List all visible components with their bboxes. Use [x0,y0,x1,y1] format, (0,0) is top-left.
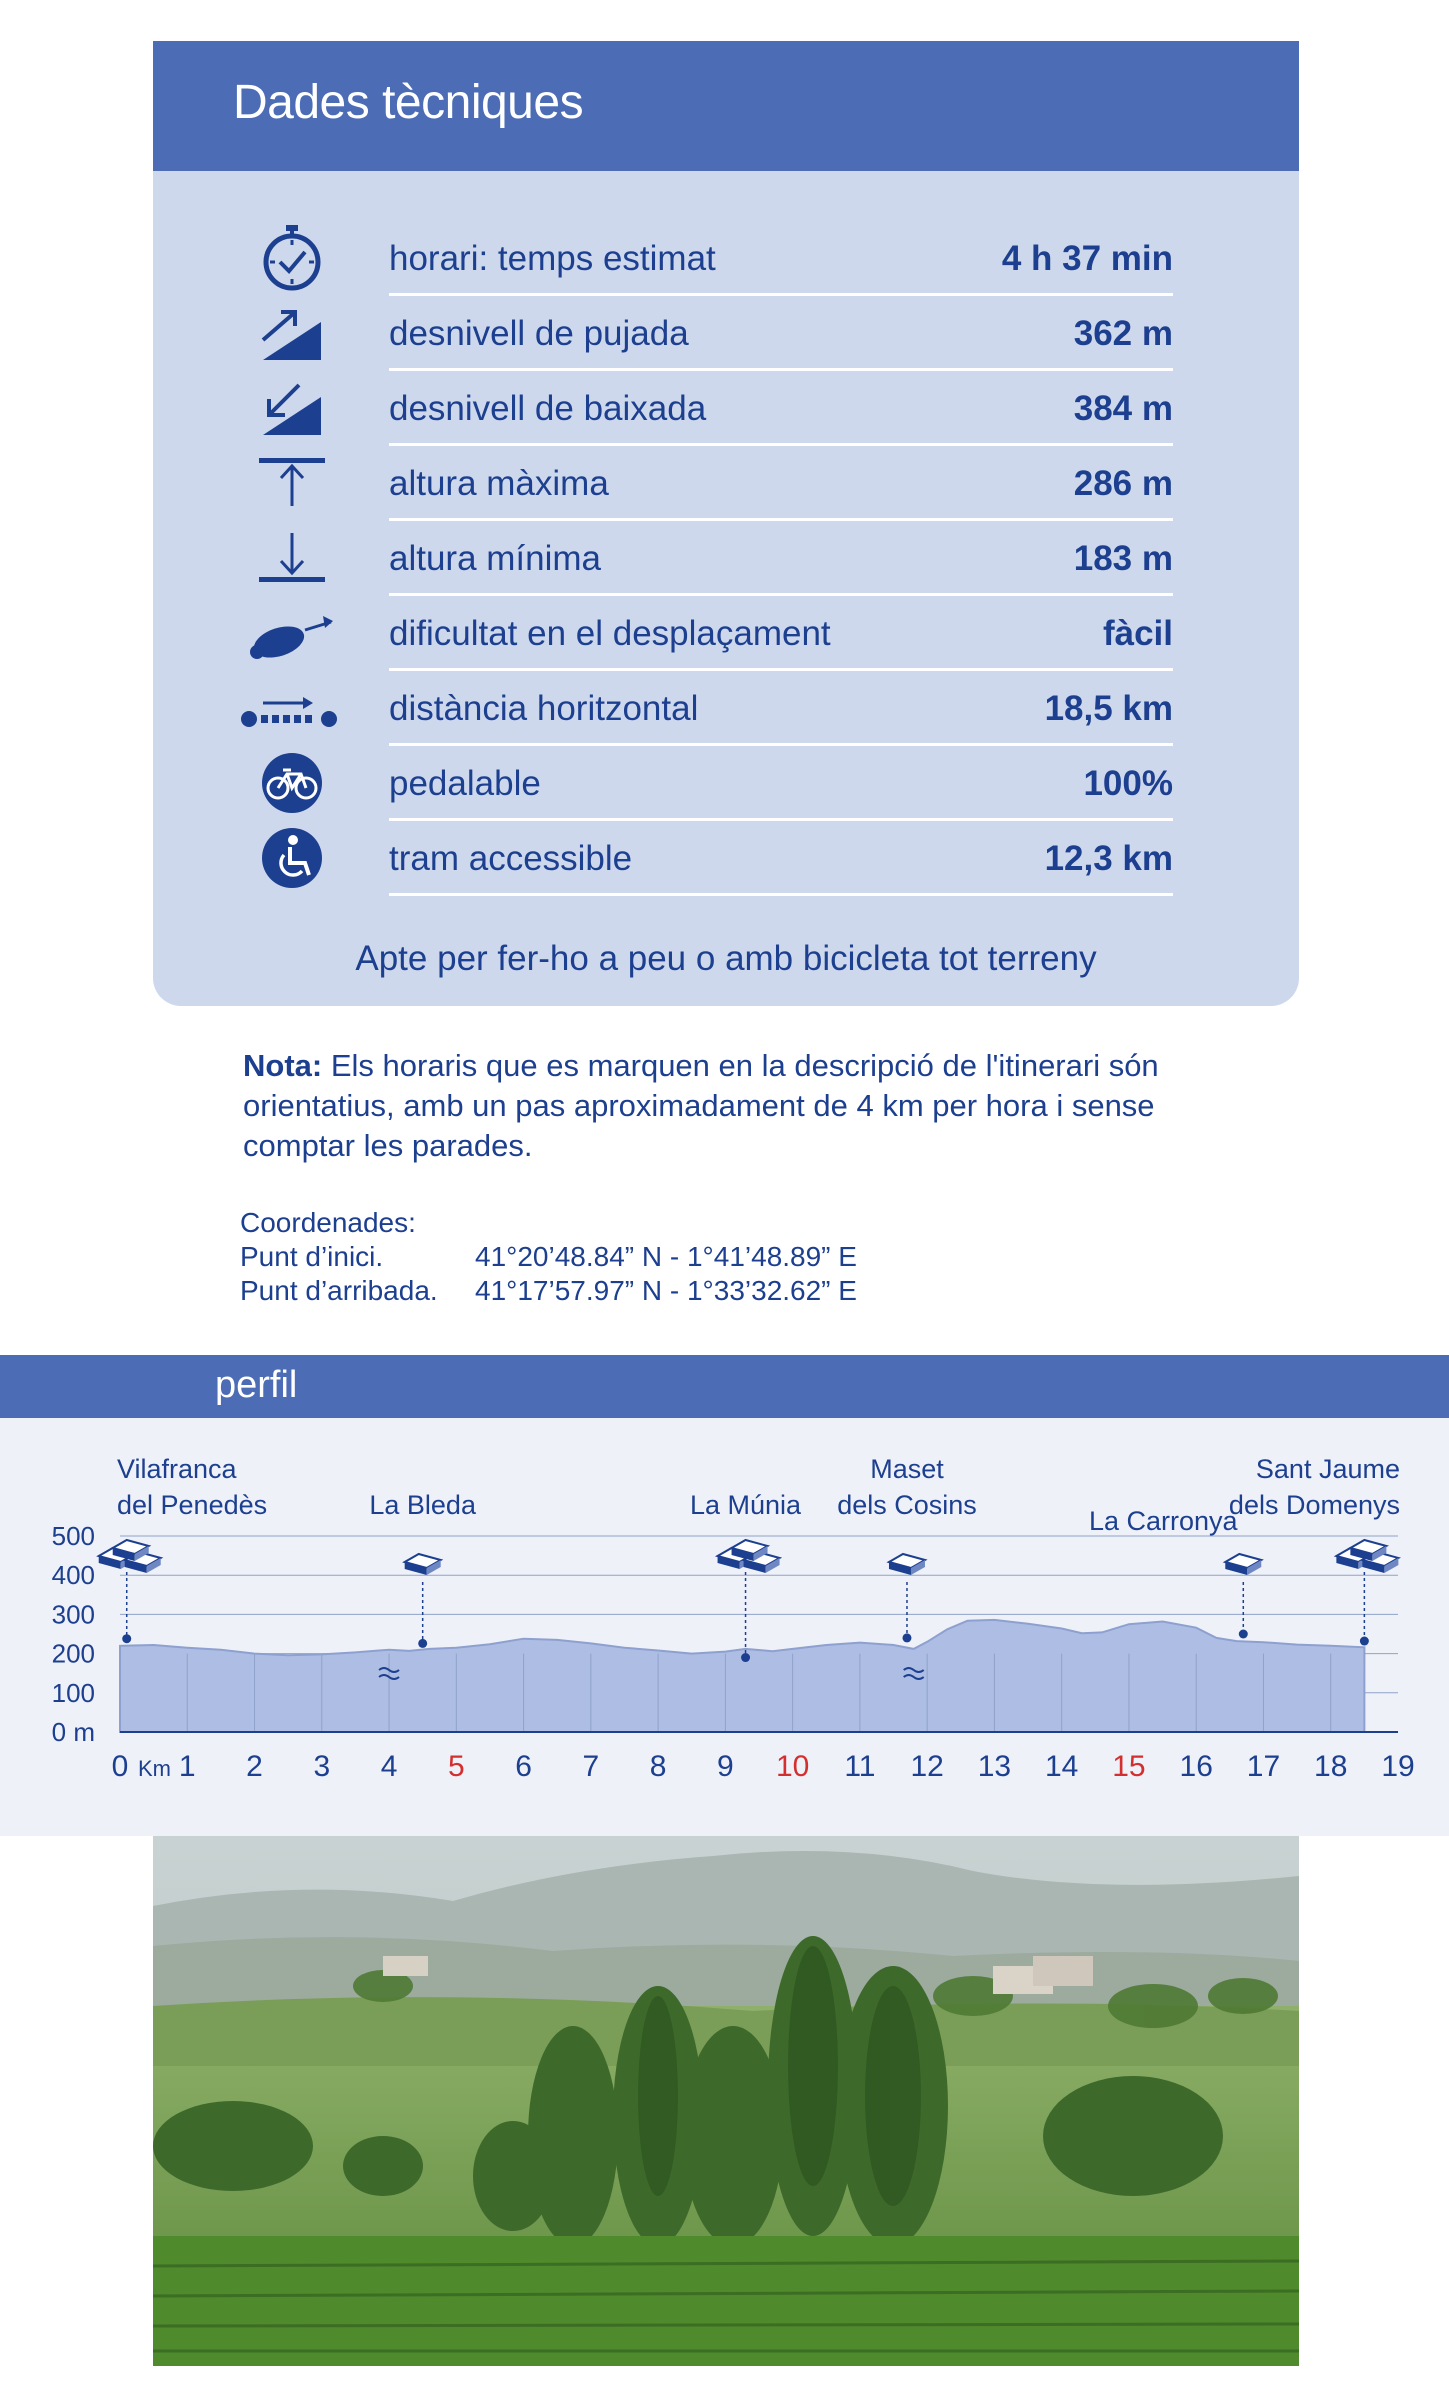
data-row-difficulty [389,596,1173,671]
landscape-photo [153,1836,1299,2366]
data-row-min-height [389,521,1173,596]
location-label: del Penedès [117,1490,268,1520]
location-dot [1239,1630,1248,1639]
coordinates-start-row [240,1240,857,1274]
x-tick-label: 1 [178,1750,196,1783]
min-height-icon [257,525,327,591]
location-label: dels Cosins [837,1490,977,1520]
profile-header [0,1355,1449,1418]
x-tick-label: 6 [515,1750,532,1783]
row-value: 384 m [1073,389,1173,428]
row-value: 362 m [1073,314,1173,353]
y-tick-label: 200 [51,1638,95,1669]
y-tick-label: 100 [51,1677,95,1708]
x-tick-label: 3 [313,1750,331,1783]
row-divider [389,893,1173,896]
note-paragraph [243,1046,1223,1166]
row-label: horari: temps estimat [389,239,716,278]
x-tick-label: 4 [380,1750,398,1783]
x-tick-label: 13 [977,1750,1012,1783]
building-icon [1336,1540,1398,1573]
row-value: 100% [1083,764,1173,803]
location-dot [418,1639,427,1648]
descent-icon [257,375,327,441]
technical-data-header [153,41,1299,171]
data-row-cycleable [389,746,1173,821]
building-icon [889,1554,925,1575]
footprint-icon [247,600,337,666]
x-tick-label: 10 [775,1750,810,1783]
technical-footer: Apte per fer-ho a peu o amb bicicleta tot terreny [355,939,1097,978]
building-icon [405,1554,441,1575]
data-row-accessible [389,821,1173,896]
stopwatch-icon [257,225,327,291]
data-row-ascent [389,296,1173,371]
elevation-profile-chart [0,1418,1449,1836]
coordinates-title: Coordenades: [240,1207,416,1238]
x-tick-label: 8 [649,1750,667,1783]
x-tick-label: 0 [111,1750,129,1783]
x-tick-label: 15 [1112,1750,1146,1783]
location-label: Vilafranca [117,1454,237,1484]
row-value: 4 h 37 min [1001,239,1173,278]
end-label: Punt d’arribada. [240,1275,438,1306]
y-tick-label: 300 [51,1599,95,1630]
row-label: pedalable [389,764,541,803]
distance-icon [239,675,339,741]
profile-title: perfil [215,1364,298,1406]
location-dot [1360,1637,1369,1646]
coordinates-block [240,1206,857,1308]
x-tick-label: 12 [910,1750,944,1783]
x-tick-label: 17 [1246,1750,1281,1783]
data-row-distance [389,671,1173,746]
row-label: altura mínima [389,539,602,578]
x-tick-label: 16 [1179,1750,1213,1783]
location-dot [902,1633,911,1642]
row-value: 18,5 km [1044,689,1173,728]
x-tick-label: 5 [447,1750,465,1783]
row-label: distància horitzontal [389,689,699,728]
end-value: 41°17’57.97” N - 1°33’32.62” E [475,1275,857,1306]
data-row-max-height [389,446,1173,521]
location-label: Sant Jaume [1255,1454,1400,1484]
start-label: Punt d’inici. [240,1241,384,1272]
location-label: Maset [870,1454,944,1484]
profile-chart-area [0,1418,1449,1836]
y-tick-label: 400 [51,1560,95,1591]
technical-data-card [153,41,1299,1006]
row-value: 286 m [1073,464,1173,503]
location-label: dels Domenys [1228,1490,1400,1520]
row-label: altura màxima [389,464,609,503]
ascent-icon [257,300,327,366]
start-value: 41°20’48.84” N - 1°41’48.89” E [475,1241,857,1272]
data-row-time [389,221,1173,296]
max-height-icon [257,450,327,516]
x-tick-label: 19 [1381,1750,1415,1783]
x-tick-label: 11 [844,1750,876,1783]
building-icon [718,1540,780,1573]
location-label: La Múnia [690,1490,802,1520]
x-tick-label: 7 [582,1750,600,1783]
note-prefix: Nota: [243,1048,323,1083]
row-label: desnivell de baixada [389,389,707,428]
x-tick-label: 9 [717,1750,734,1783]
location-label: La Bleda [369,1490,476,1520]
location-dot [122,1634,131,1643]
wheelchair-icon [257,825,327,891]
building-icon [99,1540,161,1573]
x-tick-label: 2 [246,1750,263,1783]
technical-data-title: Dades tècniques [233,76,584,129]
data-row-descent [389,371,1173,446]
y-tick-label: 500 [51,1521,95,1551]
x-tick-label: 14 [1044,1750,1079,1783]
landscape-illustration [153,1836,1299,2366]
row-value: 12,3 km [1044,839,1173,878]
note-text: Els horaris que es marquen en la descripció de l'itinerari són orientatius, amb un pas aproximadament de 4 km per hora i sense comptar les parades. [243,1048,1159,1163]
row-value: fàcil [1102,614,1173,653]
row-label: dificultat en el desplaçament [389,614,831,653]
x-tick-label: 18 [1314,1750,1348,1783]
bicycle-icon [257,750,327,816]
row-label: desnivell de pujada [389,314,689,353]
elevation-area [120,1620,1364,1732]
row-value: 183 m [1073,539,1173,578]
building-icon [1225,1554,1261,1575]
y-tick-label: 0 m [51,1717,95,1747]
location-label: La Carronya [1088,1506,1238,1536]
coordinates-end-row [240,1274,857,1308]
x-unit-label: Km [138,1756,171,1781]
row-label: tram accessible [389,839,633,878]
location-dot [741,1653,750,1662]
